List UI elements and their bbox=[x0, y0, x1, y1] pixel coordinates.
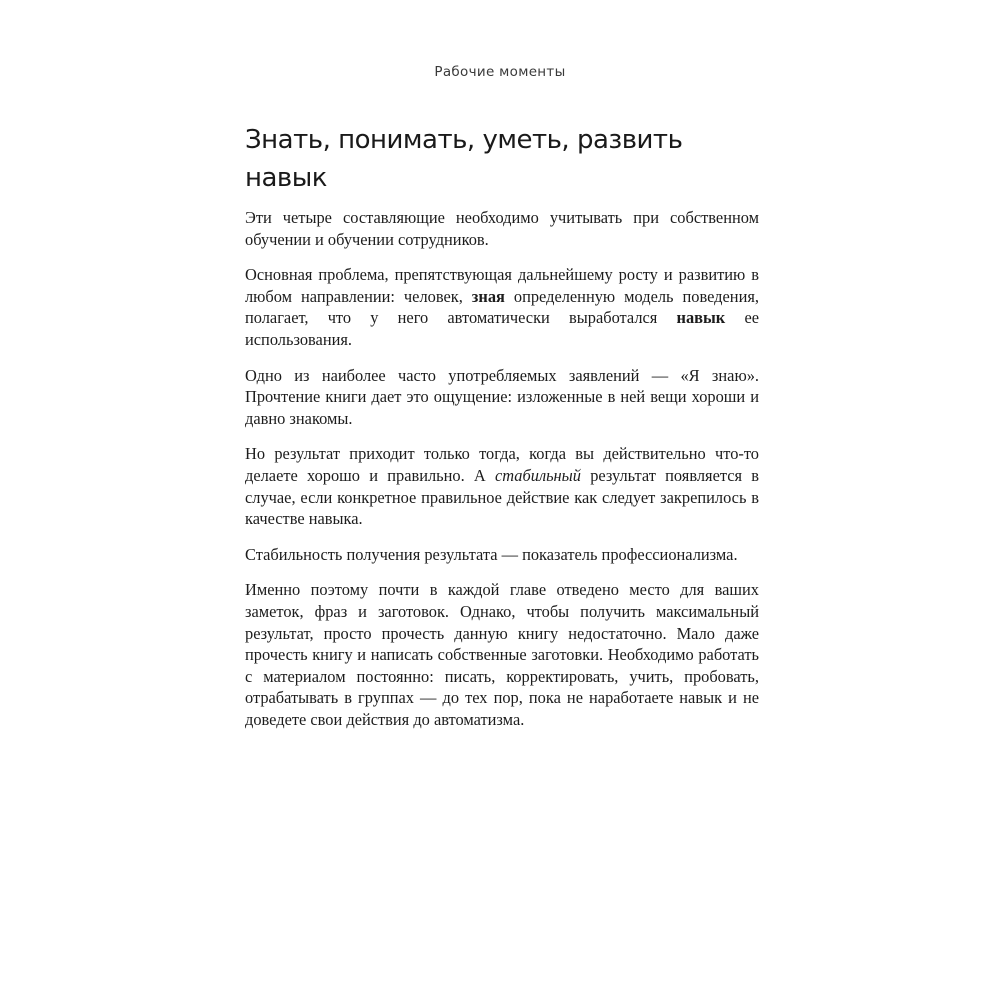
paragraph-3: Одно из наиболее часто употребляемых заявлений — «Я знаю». Прочтение книги дает это ощущение: изложенные в ней вещи хороши и давно знакомы. bbox=[245, 365, 759, 428]
running-header: Рабочие моменты bbox=[434, 64, 566, 80]
paragraph-1: Эти четыре составляющие необходимо учитывать при собственном обучении и обучении сотрудников. bbox=[245, 208, 759, 249]
body-text bbox=[245, 207, 759, 744]
paragraph-4-text-2: результат появляется в случае, если конкретное правильное действие как следует закрепилось в качестве навыка. bbox=[245, 465, 759, 529]
italic-term-stable: стабильный bbox=[495, 465, 581, 485]
bold-term-skill: навык bbox=[676, 308, 726, 328]
paragraph-5: Стабильность получения результата — показатель профессионализма. bbox=[245, 544, 738, 564]
paragraph-4 bbox=[245, 443, 759, 529]
paragraph-4-text-1: Но результат приходит только тогда, когда вы действительно что-то делаете хорошо и правильно. А bbox=[245, 444, 759, 485]
paragraph-2-text-1: Основная проблема, препятствующая дальнейшему росту и развитию в любом направлении: человек, bbox=[245, 265, 759, 306]
paragraph-2 bbox=[245, 264, 759, 350]
paragraph-2-text-3: ее использования. bbox=[245, 308, 759, 349]
paragraph-6: Именно поэтому почти в каждой главе отведено место для ваших заметок, фраз и заготовок. Однако, чтобы получить максимальный результат, просто прочесть данную книгу недостаточно. Мало даже прочесть книгу и написать собственные заготовки. Необходимо работать с материалом постоянно: писать, корректировать, учить, пробовать, отрабатывать в группах — до тех пор, пока не наработаете навык и не доведете свои действия до автоматизма. bbox=[245, 580, 759, 729]
bold-term-know: зная bbox=[471, 286, 505, 306]
chapter-title: Знать, понимать, уметь, развить навык bbox=[245, 125, 683, 193]
paragraph-2-text-2: определенную модель поведения, полагает, что у него автоматически выработался bbox=[245, 286, 759, 328]
